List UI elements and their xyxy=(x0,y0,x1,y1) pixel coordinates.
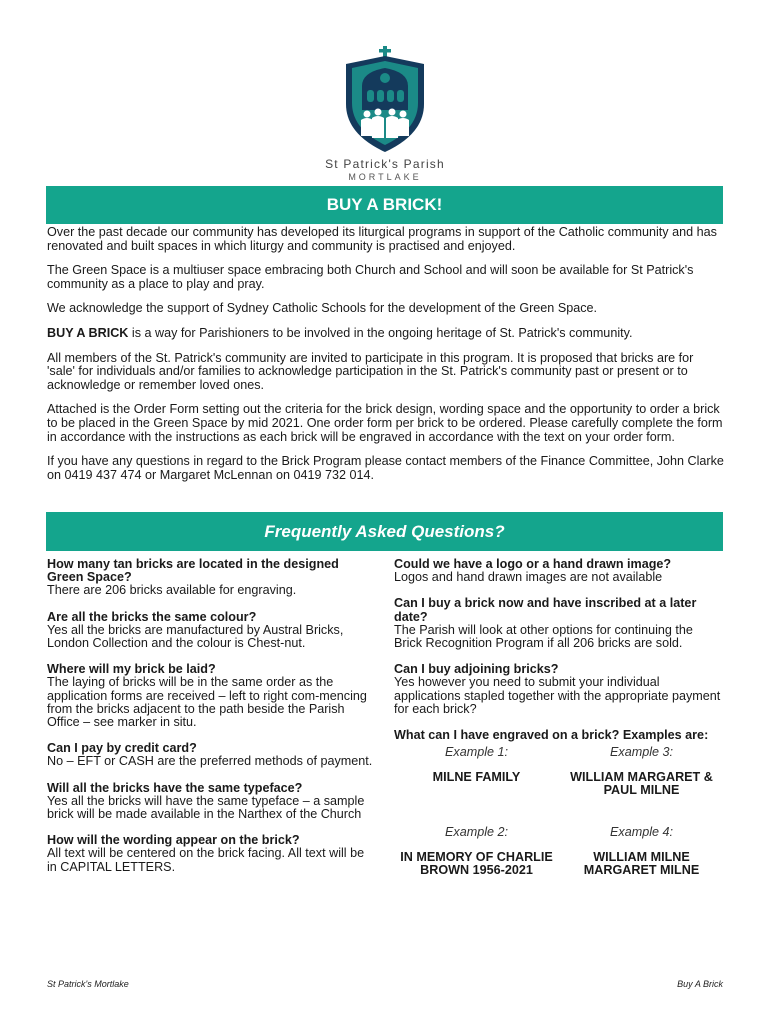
intro-paragraph: Over the past decade our community has developed its liturgical programs in support of the Catholic community and has renovated and built spaces in which liturgy and community is practised and enjoyed. xyxy=(47,225,717,253)
example-text: WILLIAM MILNE MARGARET MILNE xyxy=(583,850,700,878)
parish-name: St Patrick's Parish xyxy=(325,157,445,171)
faq-question: Will all the bricks have the same typeface? xyxy=(47,780,303,795)
example-text: WILLIAM MARGARET & PAUL MILNE xyxy=(570,770,713,798)
faq-item xyxy=(47,663,377,729)
example-text: MILNE FAMILY xyxy=(432,770,521,785)
example-cell xyxy=(559,746,724,826)
faq-question: How many tan bricks are located in the designed Green Space? xyxy=(47,557,339,585)
faq-item xyxy=(47,782,377,822)
faq-question: Can I pay by credit card? xyxy=(47,741,197,756)
faq-question: Can I buy adjoining bricks? xyxy=(394,662,559,677)
faq-left-column xyxy=(47,558,377,887)
parish-crest-logo xyxy=(340,46,430,156)
example-label: Example 3: xyxy=(610,745,673,760)
buy-a-brick-emphasis: BUY A BRICK xyxy=(47,325,129,340)
intro-paragraph-rest: is a way for Parishioners to be involved in the ongoing heritage of St. Patrick's community. xyxy=(128,325,633,340)
faq-banner: Frequently Asked Questions? xyxy=(46,512,723,551)
intro-section xyxy=(47,226,724,493)
faq-question: Could we have a logo or a hand drawn image? xyxy=(394,557,672,571)
faq-question: Can I buy a brick now and have inscribed at a later date? xyxy=(394,596,697,624)
faq-answer: The Parish will look at other options for continuing the Brick Recognition Program if all 206 bricks are sold. xyxy=(394,622,693,651)
intro-paragraph: All members of the St. Patrick's community are invited to participate in this program. It is proposed that bricks are for 'sale' for individuals and/or families to acknowledge participation in the St. Patrick's community past or present or to acknowledge or remember loved ones. xyxy=(47,350,694,392)
faq-answer: No – EFT or CASH are the preferred methods of payment. xyxy=(47,754,373,769)
intro-paragraph: The Green Space is a multiuser space embracing both Church and School and will soon be available for St Patrick's community as a place to play and pray. xyxy=(47,263,694,291)
example-cell xyxy=(559,826,724,906)
faq-answer: There are 206 bricks available for engraving. xyxy=(47,583,297,598)
faq-answer: All text will be centered on the brick facing. All text will be in CAPITAL LETTERS. xyxy=(47,846,365,874)
faq-question: How will the wording appear on the brick? xyxy=(47,833,300,848)
faq-item xyxy=(47,742,377,768)
intro-paragraph xyxy=(47,327,724,341)
faq-answer: Yes all the bricks will have the same typeface – a sample brick will be made available in the Narthex of the Church xyxy=(47,793,365,822)
faq-item xyxy=(394,597,724,650)
footer-left: St Patrick's Mortlake xyxy=(47,979,129,989)
faq-item xyxy=(394,663,724,716)
faq-answer: Yes however you need to submit your individual applications stapled together with the appropriate payment for each brick? xyxy=(394,675,721,716)
faq-item xyxy=(47,558,377,598)
faq-answer: The laying of bricks will be in the same order as the application forms are received – left to right com-mencing from the bricks adjacent to the path beside the Parish Office – see marker in situ. xyxy=(47,675,367,730)
example-text: IN MEMORY OF CHARLIE BROWN 1956-2021 xyxy=(400,850,553,878)
example-label: Example 1: xyxy=(445,745,508,760)
faq-question: Where will my brick be laid? xyxy=(47,662,216,677)
example-cell xyxy=(394,746,559,826)
buy-a-brick-banner: BUY A BRICK! xyxy=(46,186,723,224)
parish-location: MORTLAKE xyxy=(348,172,422,182)
engraving-examples xyxy=(394,746,724,906)
intro-paragraph: Attached is the Order Form setting out the criteria for the brick design, wording space and the opportunity to order a brick to be placed in the Green Space by mid 2021. One order form per brick to be ordered. Please carefully complete the form in accordance with the instructions as each brick will be engraved in accordance with the text on your order form. xyxy=(47,402,723,444)
faq-item xyxy=(394,558,724,584)
faq-item xyxy=(47,611,377,651)
example-cell xyxy=(394,826,559,906)
footer-right: Buy A Brick xyxy=(677,979,723,989)
faq-answer: Yes all the bricks are manufactured by Austral Bricks, London Collection and the colour is Chest-nut. xyxy=(47,622,344,651)
example-label: Example 4: xyxy=(610,825,673,840)
example-label: Example 2: xyxy=(445,825,508,840)
intro-paragraph: We acknowledge the support of Sydney Catholic Schools for the development of the Green Space. xyxy=(47,301,598,316)
faq-item xyxy=(394,729,724,906)
intro-paragraph: If you have any questions in regard to the Brick Program please contact members of the Finance Committee, John Clarke on 0419 437 474 or Margaret McLennan on 0419 732 014. xyxy=(47,454,724,482)
faq-item xyxy=(47,834,377,874)
faq-right-column xyxy=(394,558,724,919)
faq-question: Are all the bricks the same colour? xyxy=(47,609,257,624)
faq-answer: Logos and hand drawn images are not available xyxy=(394,570,663,585)
faq-question: What can I have engraved on a brick? Examples are: xyxy=(394,728,709,743)
